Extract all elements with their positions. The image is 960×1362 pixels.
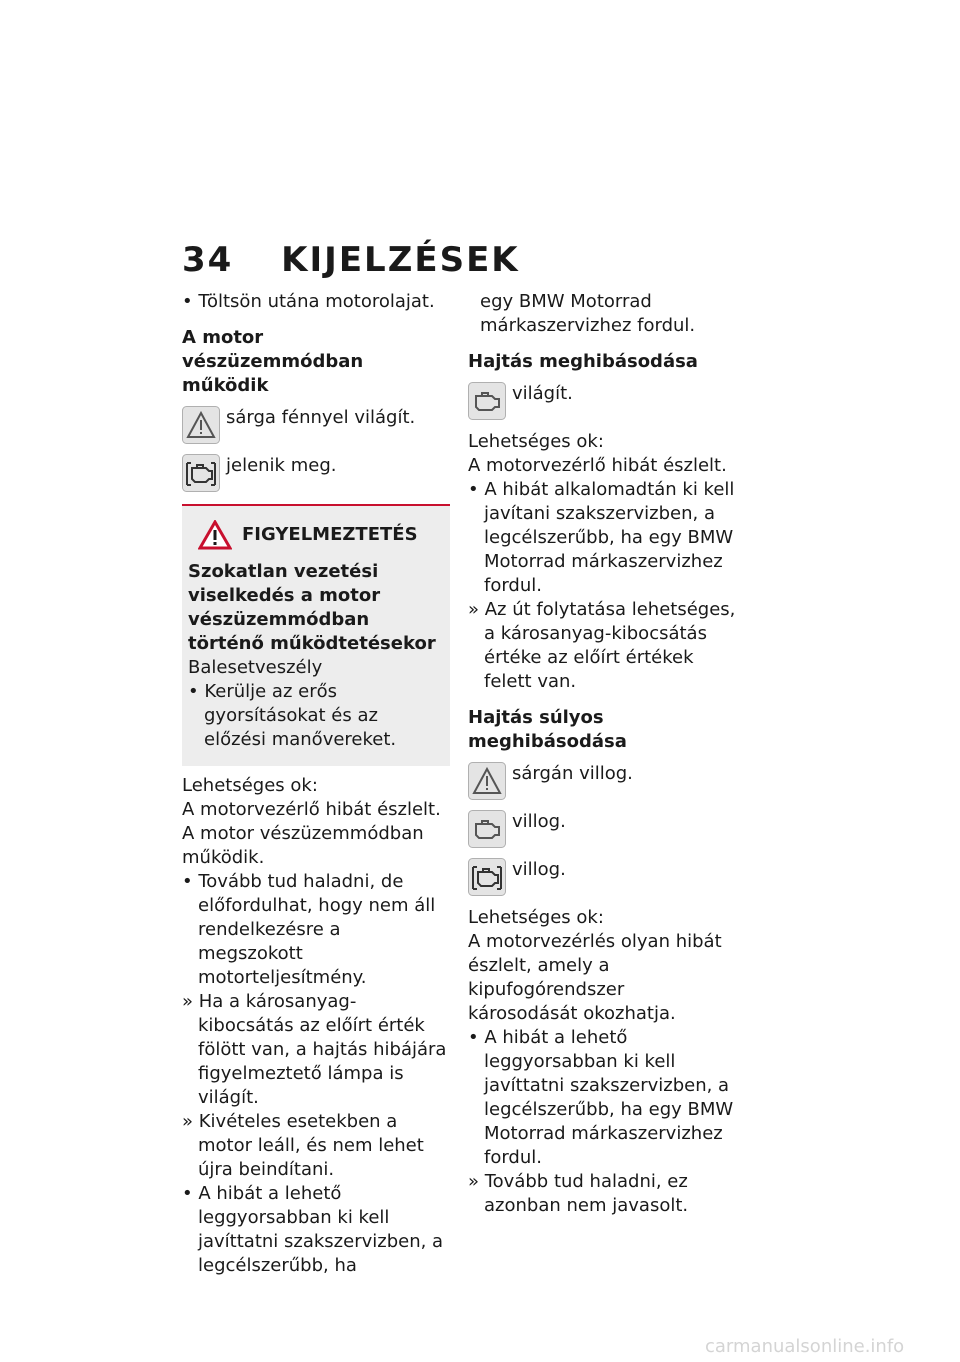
indicator-row: jelenik meg.	[182, 454, 450, 494]
warning-box	[182, 504, 450, 766]
list-item: • Kerülje az erős gyorsításokat és az előzési manővereket.	[188, 681, 397, 750]
cause-label: Lehetséges ok:	[182, 775, 318, 796]
list-item: • Töltsön utána motorolajat.	[182, 291, 435, 312]
engine-boxed-icon	[468, 858, 506, 896]
result-item: » Tovább tud haladni, ez azonban nem javasolt.	[468, 1171, 689, 1216]
warning-title: FIGYELMEZTETÉS	[242, 524, 418, 545]
continued-text: egy BMW Motorrad márkaszervizhez fordul.	[480, 291, 696, 336]
warning-triangle-icon	[468, 762, 506, 800]
indicator-row: sárgán villog.	[468, 762, 736, 802]
section-heading: Hajtás meghibásodása	[468, 351, 698, 372]
right-column	[468, 290, 736, 1218]
list-item: • Tovább tud haladni, de előfordulhat, hogy nem áll rendelkezésre a megszokott motorteljesítmény.	[182, 871, 436, 988]
result-item: » Kivételes esetekben a motor leáll, és nem lehet újra beindítani.	[182, 1111, 424, 1180]
section-heading: A motor vészüzemmódban működik	[182, 327, 364, 396]
list-item: • A hibát alkalomadtán ki kell javítani szakszervizben, a legcélszerűbb, ha egy BMW Motorrad márkaszervizhez fordul.	[468, 479, 735, 596]
warning-header	[188, 520, 444, 550]
warning-danger: Balesetveszély	[188, 657, 323, 678]
left-column	[182, 290, 450, 1278]
indicator-row: villog.	[468, 810, 736, 850]
cause-label: Lehetséges ok:	[468, 431, 604, 452]
result-item: » Az út folytatása lehetséges, a károsanyag-kibocsátás értéke az előírt értékek felett van.	[468, 599, 736, 692]
cause-label: Lehetséges ok:	[468, 907, 604, 928]
list-item: • A hibát a lehető leggyorsabban ki kell javíttatni szakszervizben, a legcélszerűbb, ha egy BMW Motorrad márkaszervizhez fordul.	[468, 1027, 734, 1168]
indicator-row: világít.	[468, 382, 736, 422]
cause-text: A motorvezérlés olyan hibát észlelt, amely a kipufogórendszer károsodását okozhatja.	[468, 931, 722, 1024]
warning-triangle-icon	[182, 406, 220, 444]
cause-text: A motorvezérlő hibát észlelt. A motor vészüzemmódban működik.	[182, 799, 441, 868]
warning-bold-text: Szokatlan vezetési viselkedés a motor vészüzemmódban történő működtetésekor	[188, 561, 436, 654]
engine-icon	[468, 382, 506, 420]
section-heading: Hajtás súlyos meghibásodása	[468, 707, 627, 752]
indicator-row: sárga fénnyel világít.	[182, 406, 450, 446]
page-number: 34	[182, 240, 234, 280]
warning-triangle-icon	[198, 520, 232, 550]
page-header	[182, 240, 520, 280]
watermark: carmanualsonline.info	[705, 1336, 905, 1357]
list-item: • A hibát a lehető leggyorsabban ki kell javíttatni szakszervizben, a legcélszerűbb, ha	[182, 1183, 444, 1276]
cause-text: A motorvezérlő hibát észlelt.	[468, 455, 727, 476]
page-title: KIJELZÉSEK	[281, 240, 520, 280]
engine-icon	[468, 810, 506, 848]
indicator-row: villog.	[468, 858, 736, 898]
result-item: » Ha a károsanyag-kibocsátás az előírt érték fölött van, a hajtás hibájára figyelmeztető lámpa is világít.	[182, 991, 447, 1108]
engine-boxed-icon	[182, 454, 220, 492]
